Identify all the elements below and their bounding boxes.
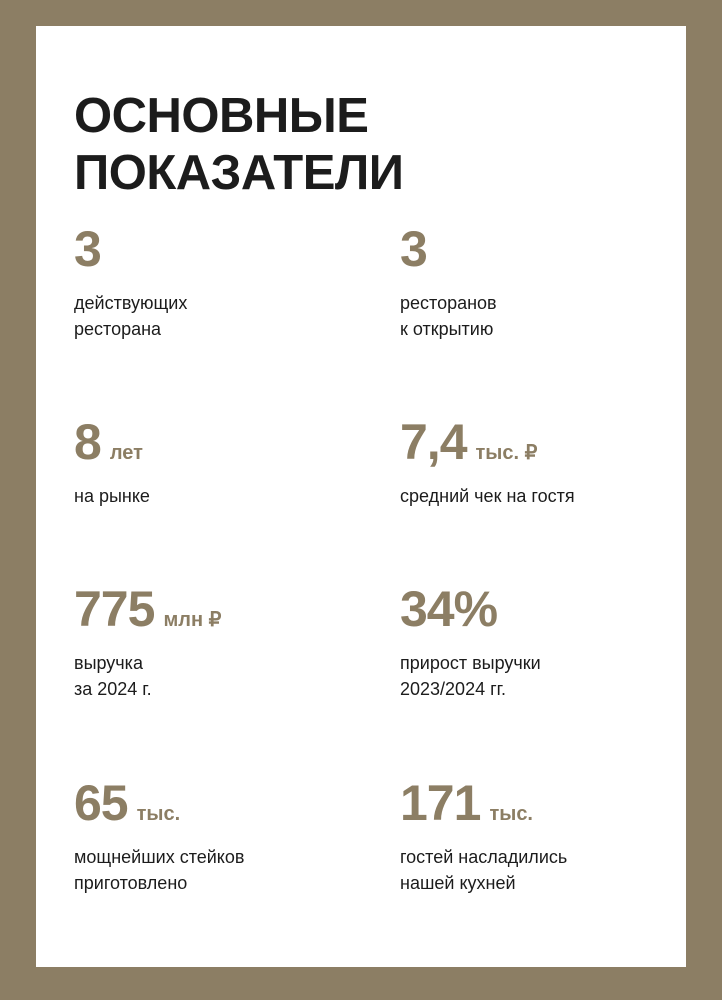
stat-desc-line: нашей кухней (400, 873, 516, 893)
stat-description (74, 650, 364, 702)
stat-description (74, 290, 364, 342)
page-title (74, 88, 403, 202)
stat-desc-line: приготовлено (74, 873, 188, 893)
stat-desc-line: мощнейших стейков (74, 847, 245, 867)
stat-value: 3 (400, 221, 427, 277)
stat-value: 8 (74, 414, 101, 470)
stat-value: 775 (74, 581, 155, 637)
stat-unit: тыс. ₽ (475, 442, 538, 464)
stat-guests-served (400, 776, 690, 896)
stat-active-restaurants (74, 222, 364, 342)
stat-restaurants-to-open (400, 222, 690, 342)
stat-desc-line: 2023/2024 гг. (400, 679, 507, 699)
stat-value: 171 (400, 775, 481, 831)
stat-description (400, 650, 690, 702)
stat-unit: лет (109, 442, 143, 464)
stat-desc-line: выручка (74, 653, 143, 673)
stat-revenue-growth (400, 582, 690, 702)
stat-revenue-2024 (74, 582, 364, 702)
stat-description (400, 844, 690, 896)
stat-desc-line: за 2024 г. (74, 679, 152, 699)
stat-unit: тыс. (489, 803, 533, 825)
stat-desc-line: прирост выручки (400, 653, 541, 673)
stat-desc-line: средний чек на гостя (400, 486, 575, 506)
stat-description (400, 483, 690, 509)
stat-description (400, 290, 690, 342)
stat-desc-line: действующих (74, 293, 188, 313)
stat-value: 7,4 (400, 414, 467, 470)
stat-value: 34% (400, 581, 498, 637)
stat-value: 65 (74, 775, 128, 831)
stat-desc-line: ресторана (74, 319, 162, 339)
stat-unit: млн ₽ (163, 609, 222, 631)
stat-steaks-cooked (74, 776, 364, 896)
stat-desc-line: гостей насладились (400, 847, 568, 867)
title-line-1: ОСНОВНЫЕ (74, 89, 369, 143)
stat-description (74, 844, 364, 896)
key-metrics-card (36, 26, 686, 967)
stat-value: 3 (74, 221, 101, 277)
stat-desc-line: на рынке (74, 486, 150, 506)
stat-desc-line: к открытию (400, 319, 494, 339)
stat-description (74, 483, 364, 509)
stat-desc-line: ресторанов (400, 293, 497, 313)
title-line-2: ПОКАЗАТЕЛИ (74, 146, 404, 200)
stat-unit: тыс. (136, 803, 181, 825)
stat-average-check (400, 415, 690, 509)
stat-years-on-market (74, 415, 364, 509)
